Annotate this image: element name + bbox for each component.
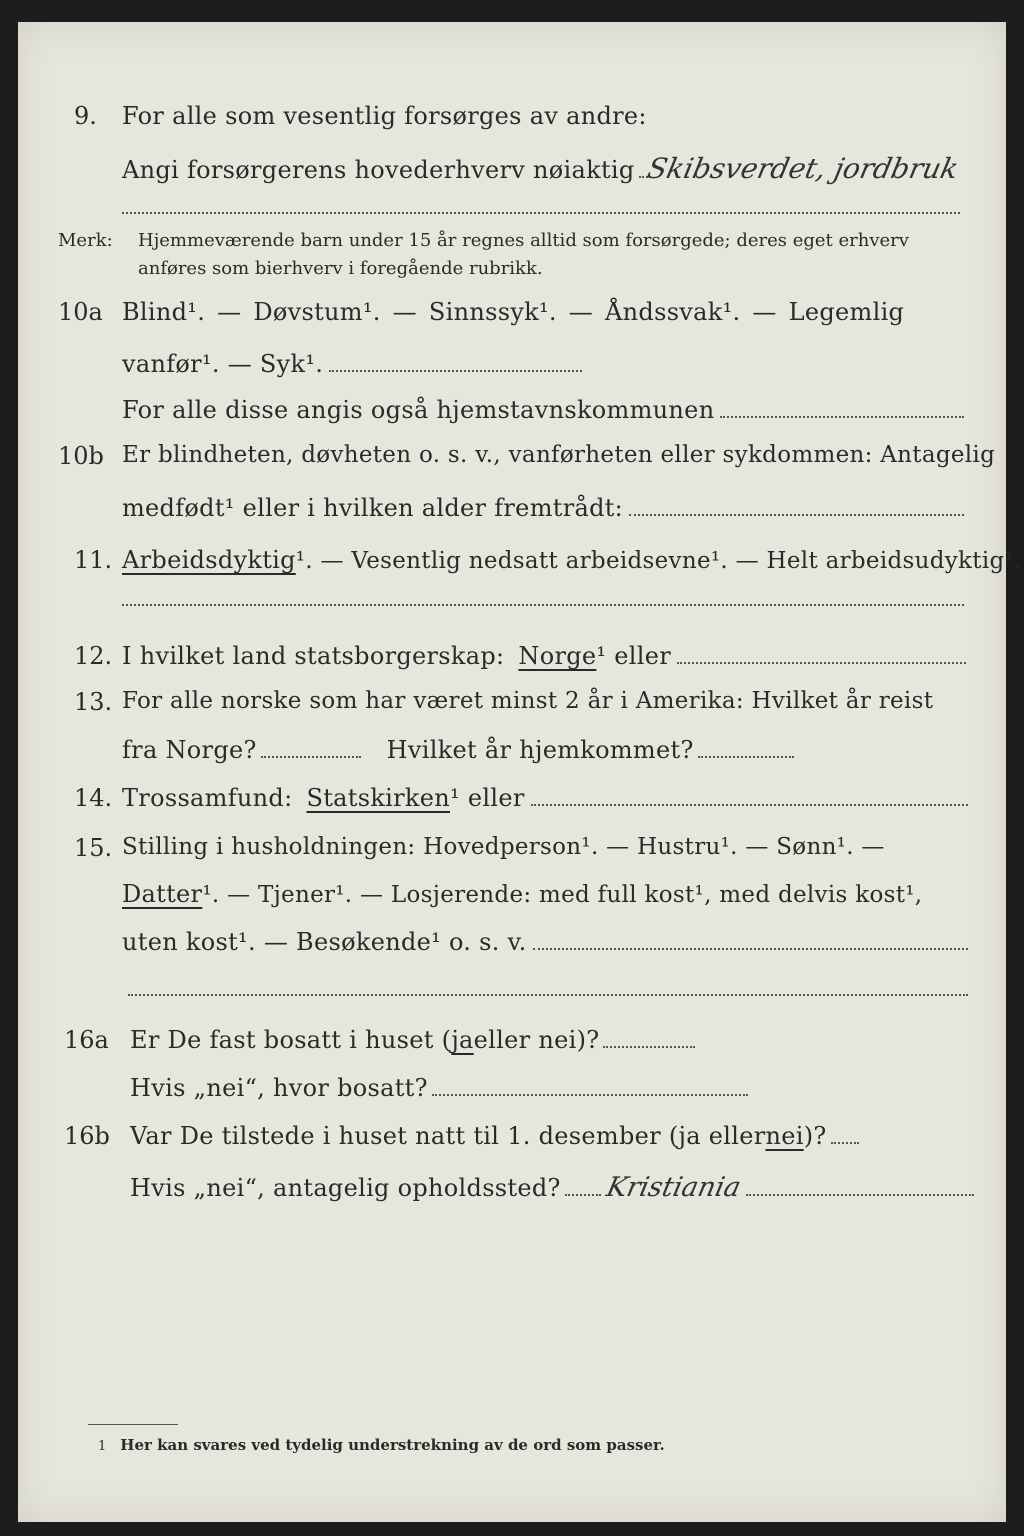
q16a-option-ja[interactable]: ja [451, 1026, 474, 1054]
q16a-line2 [130, 1074, 748, 1102]
q16b-line2 [130, 1172, 974, 1203]
q13-return-label: Hvilket år hjemkommet? [386, 736, 694, 764]
q10b-line1 [122, 442, 995, 468]
footnote [98, 1436, 665, 1454]
q9-line1 [122, 102, 647, 130]
q16b-stay-answer[interactable]: Kristiania [603, 1172, 744, 1203]
q15-options-line3: uten kost¹. — Besøkende¹ o. s. v. [122, 928, 527, 956]
q10a-answer-line[interactable] [329, 370, 582, 372]
q15-answer-line[interactable] [533, 948, 968, 950]
q15-line1 [122, 834, 885, 860]
merk-text-line2: anføres som bierhverv i foregående rubrikk. [138, 258, 543, 279]
q15-line2 [122, 880, 922, 908]
merk-line2 [138, 258, 543, 279]
q10b-question-line2: medfødt¹ eller i hvilken alder fremtrådt: [122, 494, 624, 522]
q10a-line1 [122, 298, 904, 326]
q16b-question-post: )? [803, 1122, 827, 1150]
q14-number: 14. [74, 784, 113, 812]
q15-extra-answer-line[interactable] [128, 994, 968, 996]
q12-option-norge[interactable]: Norge [518, 642, 597, 670]
q16a-question-pre: Er De fast bosatt i huset ( [130, 1026, 452, 1054]
q10a-municipality-line[interactable] [720, 416, 964, 418]
q15-option-datter[interactable]: Datter [122, 880, 203, 908]
q16b-number: 16b [64, 1122, 110, 1150]
q10a-number: 10a [58, 298, 103, 326]
q13-return-line[interactable] [698, 756, 794, 758]
q16b-answer-line[interactable] [831, 1142, 859, 1144]
q16a-number: 16a [64, 1026, 109, 1054]
q15-line3 [122, 928, 968, 956]
q10b-question-line1: Er blindheten, døvheten o. s. v., vanførheten eller sykdommen: Antagelig [122, 442, 996, 468]
q16b-stay-line[interactable] [746, 1194, 974, 1196]
q9-occupation-label: Angi forsørgerens hovederhverv nøiaktig [122, 156, 635, 184]
q13-question-line1: For alle norske som har været minst 2 år i Amerika: Hvilket år reist [122, 688, 934, 714]
q9-occupation-answer[interactable]: Skibsverdet, jordbruk [644, 152, 962, 185]
q12-question-text: I hvilket land statsborgerskap: [122, 642, 505, 670]
footnote-text: Her kan svares ved tydelig understrekning av de ord som passer. [120, 1436, 665, 1454]
q10a-municipality-label: For alle disse angis også hjemstavnskommunen [122, 396, 715, 424]
q10b-number: 10b [58, 442, 104, 470]
q16b-stay-dots [565, 1194, 601, 1196]
q12-option-other: ¹ eller [596, 642, 671, 670]
q10a-line3 [122, 396, 964, 424]
q14-answer-line[interactable] [531, 804, 968, 806]
q16b-line1 [130, 1122, 859, 1150]
q10b-line2 [122, 494, 964, 522]
q13-line2 [122, 736, 794, 764]
q16a-question-post: eller nei)? [473, 1026, 600, 1054]
q9-extra-answer-line[interactable] [122, 212, 960, 214]
q12-number: 12. [74, 642, 113, 670]
q11-number: 11. [74, 546, 113, 574]
merk-text-line1: Hjemmeværende barn under 15 år regnes alltid som forsørgede; deres eget erhverv [138, 230, 909, 251]
q16b-stay-label: Hvis „nei“, antagelig opholdssted? [130, 1174, 561, 1202]
q9-question-text: For alle som vesentlig forsørges av andre: [122, 102, 647, 130]
q9-number: 9. [74, 102, 97, 130]
q13-departure-line[interactable] [261, 756, 361, 758]
q11-line1 [122, 546, 1022, 574]
census-form-sheet [18, 22, 1022, 1522]
q13-number: 13. [74, 688, 113, 716]
merk-label: Merk: [58, 230, 113, 251]
footnote-mark: 1 [98, 1439, 107, 1454]
q12-line1 [122, 642, 966, 670]
q15-options-line2: ¹. — Tjener¹. — Losjerende: med full kost¹, med delvis kost¹, [202, 882, 923, 908]
q11-option-arbeidsdyktig[interactable]: Arbeidsdyktig [122, 546, 296, 574]
q15-number: 15. [74, 834, 113, 862]
q10b-answer-line[interactable] [629, 514, 964, 516]
q10a-options-line2: vanfør¹. — Syk¹. [122, 350, 324, 378]
footnote-divider [88, 1424, 178, 1425]
q10a-line2 [122, 350, 582, 378]
q13-line1 [122, 688, 933, 714]
merk-line1 [58, 230, 909, 251]
q14-question-text: Trossamfund: [122, 784, 293, 812]
q10a-options-line1: Blind¹. — Døvstum¹. — Sinnssyk¹. — Åndssvak¹. — Legemlig [122, 298, 905, 326]
q14-option-statskirken[interactable]: Statskirken [306, 784, 451, 812]
q11-extra-answer-line[interactable] [122, 604, 964, 606]
q9-line2 [122, 152, 962, 185]
q16a-line1 [130, 1026, 695, 1054]
q16a-answer-line[interactable] [603, 1046, 695, 1048]
q16a-residence-line[interactable] [432, 1094, 748, 1096]
q13-departure-label: fra Norge? [122, 736, 257, 764]
q14-option-other: ¹ eller [450, 784, 525, 812]
q16a-residence-label: Hvis „nei“, hvor bosatt? [130, 1074, 428, 1102]
q11-other-options: ¹. — Vesentlig nedsatt arbeidsevne¹. — Helt arbeidsudyktig¹. [295, 548, 1022, 574]
q14-line1 [122, 784, 968, 812]
q15-options-line1: Stilling i husholdningen: Hovedperson¹. — Hustru¹. — Sønn¹. — [122, 834, 885, 860]
q16b-question-pre: Var De tilstede i huset natt til 1. desember (ja eller [130, 1122, 766, 1150]
q16b-option-nei[interactable]: nei [765, 1122, 804, 1150]
q12-answer-line[interactable] [677, 662, 966, 664]
